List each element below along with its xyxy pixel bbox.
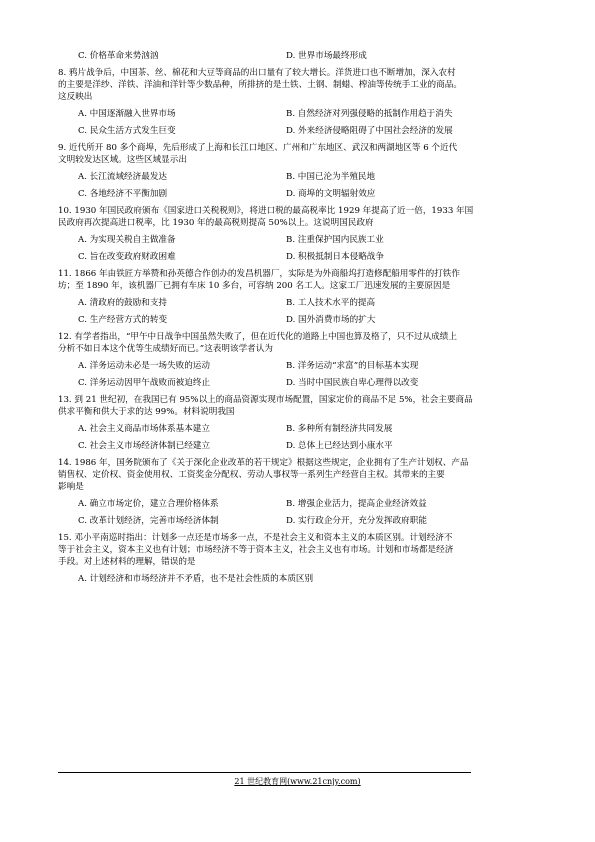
q9-stem <box>58 142 540 166</box>
q10-stem-line: 10. 1930 年国民政府颁布《国家进口关税税则》，将进口税的最高税率比 1929 年提高了近一倍，1933 年国 <box>58 206 474 216</box>
q13-options-row-cd <box>58 440 540 452</box>
q15-stem-line: 手段。对上述材料的理解，错误的是 <box>58 557 196 567</box>
q9-options-row-cd <box>58 188 540 200</box>
q9-option-a[interactable]: A. 长江流域经济最发达 <box>78 172 168 182</box>
q13-option-b[interactable]: B. 多种所有制经济共同发展 <box>286 424 393 434</box>
q15-stem-line: 等于社会主义，资本主义也有计划；市场经济不等于资本主义，社会主义也有市场。计划和市场都是经济 <box>58 545 454 555</box>
q9-option-c[interactable]: C. 各地经济不平衡加剧 <box>78 189 168 199</box>
q8-option-a[interactable]: A. 中国逐渐融入世界市场 <box>78 109 176 119</box>
q14-options-row-cd <box>58 515 540 527</box>
q12-stem-line: 分析不如日本这个优等生成绩好而已。”这表明该学者认为 <box>58 344 273 354</box>
footer-divider <box>58 772 471 773</box>
q14-option-b[interactable]: B. 增强企业活力，提高企业经济效益 <box>286 499 427 509</box>
q10-options-row-ab <box>58 234 540 246</box>
q11-options-row-cd <box>58 314 540 326</box>
q13-stem-line: 13. 到 21 世纪初，在我国已有 95%以上的商品资源实现市场配置，国家定价的商品不足 5%，社会主要商品 <box>58 395 473 405</box>
q14-stem-line: 14. 1986 年，国务院颁布了《关于深化企业改革的若干规定》根据这些规定，企业拥有了生产计划权、产品 <box>58 458 469 468</box>
q14-option-a[interactable]: A. 确立市场定价，建立合理价格体系 <box>78 499 219 509</box>
q10-option-a[interactable]: A. 为实现关税自主做准备 <box>78 235 176 245</box>
q14-stem-line: 销售权、定价权、资金使用权、工资奖金分配权、劳动人事权等一系列生产经营自主权。其带来的主要 <box>58 470 445 480</box>
q10-option-d[interactable]: D. 积极抵制日本侵略战争 <box>286 252 384 262</box>
q10-stem-line: 民政府再次提高进口税率，比 1930 年的最高税则提高 50%以上。这说明国民政府 <box>58 218 374 228</box>
q8-option-b[interactable]: B. 自然经济对列强侵略的抵制作用趋于消失 <box>286 109 453 119</box>
q9-options-row-ab <box>58 171 540 183</box>
q12-option-d[interactable]: D. 当时中国民族自卑心理得以改变 <box>286 378 419 388</box>
q13-option-c[interactable]: C. 社会主义市场经济体制已经建立 <box>78 441 211 451</box>
q9-option-d[interactable]: D. 商埠的文明辐射效应 <box>286 189 376 199</box>
q12-option-b[interactable]: B. 洋务运动“求富”的目标基本实现 <box>286 361 419 371</box>
q15-options-row-a <box>58 573 540 585</box>
q12-options-row-ab <box>58 360 540 372</box>
q12-options-row-cd <box>58 377 540 389</box>
q9-stem-line: 9. 近代所开 80 多个商埠，先后形成了上海和长江口地区、广州和广东地区、武汉和两湖地区等 6 个近代 <box>58 143 458 153</box>
q13-stem <box>58 394 540 418</box>
q12-option-a[interactable]: A. 洋务运动未必是一场失败的运动 <box>78 361 210 371</box>
q13-options-row-ab <box>58 423 540 435</box>
q8-option-c[interactable]: C. 民众生活方式发生巨变 <box>78 126 176 136</box>
q10-stem <box>58 205 540 229</box>
q13-option-a[interactable]: A. 社会主义商品市场体系基本建立 <box>78 424 210 434</box>
q10-options-row-cd <box>58 251 540 263</box>
q14-option-c[interactable]: C. 改革计划经济，完善市场经济体制 <box>78 516 219 526</box>
q11-option-a[interactable]: A. 清政府的鼓励和支持 <box>78 298 168 308</box>
q14-stem <box>58 457 540 493</box>
q8-stem-line: 的主要是洋纱、洋铁、洋油和洋针等少数品种，所排挤的是土铁、土钢、制蜡、榨油等传统手工业的商品。 <box>58 80 462 90</box>
q13-stem-line: 供求平衡和供大于求的达 99%。材料说明我国 <box>58 407 235 417</box>
q11-option-d[interactable]: D. 国外消费市场的扩大 <box>286 315 376 325</box>
q11-stem-line: 11. 1866 年由铁匠方举赞和孙英德合作创办的发昌机器厂，实际是为外商船坞打造修配船用零件的打铁作 <box>58 269 460 279</box>
q10-option-c[interactable]: C. 旨在改变政府财政困难 <box>78 252 176 262</box>
q11-options-row-ab <box>58 297 540 309</box>
q12-stem <box>58 331 540 355</box>
q14-stem-line: 影响是 <box>58 482 84 492</box>
q12-stem-line: 12. 有学者指出，“甲午中日战争中国虽然失败了，但在近代化的道路上中国也算及格了，只不过从成绩上 <box>58 332 457 342</box>
q8-stem <box>58 67 540 103</box>
q13-option-d[interactable]: D. 总体上已经达到小康水平 <box>286 441 393 451</box>
q11-option-c[interactable]: C. 生产经营方式的转变 <box>78 315 168 325</box>
q8-options-row-cd <box>58 125 540 137</box>
q12-option-c[interactable]: C. 洋务运动因甲午战败而被迫终止 <box>78 378 211 388</box>
q8-stem-line: 8. 鸦片战争后，中国茶、丝、棉花和大豆等商品的出口量有了较大增长。洋货进口也不断增加，深入农村 <box>58 68 456 78</box>
q11-stem-line: 坊；至 1890 年，该机器厂已拥有车床 10 多台，可容纳 200 名工人。这家工厂迅速发展的主要原因是 <box>58 281 451 291</box>
q14-option-d[interactable]: D. 实行政企分开，充分发挥政府职能 <box>286 516 427 526</box>
q7-option-c[interactable]: C. 价格革命来势汹汹 <box>78 51 159 61</box>
exam-page <box>58 50 540 585</box>
q15-stem-line: 15. 邓小平南巡时指出：计划多一点还是市场多一点，不是社会主义和资本主义的本质区别。计划经济不 <box>58 533 453 543</box>
q11-stem <box>58 268 540 292</box>
q15-option-a[interactable]: A. 计划经济和市场经济并不矛盾，也不是社会性质的本质区别 <box>78 574 314 584</box>
q9-option-b[interactable]: B. 中国已沦为半殖民地 <box>286 172 376 182</box>
footer-link[interactable]: 21 世纪教育网(www.21cnjy.com) <box>234 777 361 786</box>
q7-option-d[interactable]: D. 世界市场最终形成 <box>286 51 367 61</box>
q9-stem-line: 文明较发达区域。这些区域显示出 <box>58 155 187 165</box>
q15-stem <box>58 532 540 568</box>
q8-stem-line: 这反映出 <box>58 92 93 102</box>
q7-options-row-cd <box>58 50 540 62</box>
q10-option-b[interactable]: B. 注重保护国内民族工业 <box>286 235 384 245</box>
q14-options-row-ab <box>58 498 540 510</box>
q11-option-b[interactable]: B. 工人技术水平的提高 <box>286 298 376 308</box>
q8-option-d[interactable]: D. 外来经济侵略阻碍了中国社会经济的发展 <box>286 126 453 136</box>
q8-options-row-ab <box>58 108 540 120</box>
